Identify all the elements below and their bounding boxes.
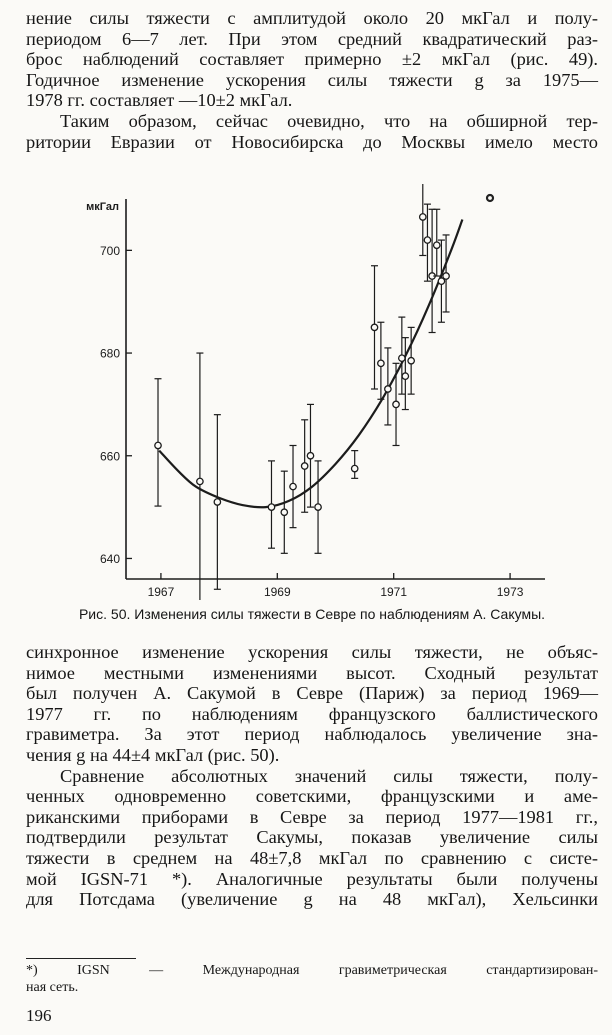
observation-point — [290, 445, 297, 527]
observation-point — [214, 415, 221, 590]
point-marker — [290, 483, 296, 489]
point-marker — [301, 463, 307, 469]
text-line: ченных одновременно советскими, французскими и аме- — [26, 786, 598, 807]
text-line: для Потсдама (увеличение g на 48 мкГал), Хельсинки — [26, 889, 598, 910]
observation-point — [315, 461, 322, 553]
y-tick-label: 660 — [99, 449, 120, 464]
text-line: тяжести в среднем на 48±7,8 мкГал по сравнению с систе- — [26, 847, 598, 868]
text-line: Таким образом, сейчас очевидно, что на обширной тер- — [60, 110, 598, 131]
text-line: 1977 гг. по наблюдениям французского баллистического — [26, 703, 598, 724]
point-marker — [268, 504, 274, 510]
x-tick-label: 1973 — [496, 585, 524, 599]
observation-point — [155, 379, 162, 506]
y-tick-label: 680 — [99, 346, 120, 361]
observation-point — [371, 266, 378, 389]
observation-point — [281, 471, 288, 553]
text-line: Сравнение абсолютных значений силы тяжести, полу- — [60, 765, 598, 786]
x-tick-label: 1967 — [147, 585, 175, 599]
text-line: чения g на 44±4 мкГал (рис. 50). — [26, 744, 280, 765]
point-marker — [371, 324, 377, 330]
point-marker — [420, 214, 426, 220]
text-line: нимое местными изменениями высот. Сходный результат — [26, 662, 598, 683]
point-marker — [197, 478, 203, 484]
chart-axes — [100, 199, 545, 599]
text-line: 1978 гг. составляет —10±2 мкГал. — [26, 90, 293, 111]
point-marker — [352, 465, 358, 471]
observation-point — [301, 420, 308, 512]
y-tick-label: 640 — [99, 551, 120, 566]
observation-point — [393, 363, 400, 445]
print-speck — [487, 195, 493, 201]
observation-point — [402, 338, 409, 410]
point-marker — [378, 360, 384, 366]
bottom-paragraph — [26, 642, 598, 910]
page-number: 196 — [26, 1006, 52, 1025]
x-tick-label: 1971 — [380, 585, 408, 599]
y-axis-label: мкГал — [86, 201, 119, 213]
observation-point — [351, 451, 358, 479]
text-line: ритории Евразии от Новосибирска до Москвы имело место — [26, 131, 598, 152]
observation-point — [268, 461, 275, 548]
point-marker — [315, 504, 321, 510]
footnote-line: *) IGSN — Международная гравиметрическая стандартизирован- — [26, 963, 598, 978]
point-marker — [443, 273, 449, 279]
observation-point — [398, 317, 405, 394]
point-marker — [408, 358, 414, 364]
point-marker — [402, 373, 408, 379]
text-line: синхронное изменение ускорения силы тяжести, не объяс- — [26, 642, 598, 662]
text-line: Годичное изменение ускорения силы тяжести g за 1975— — [26, 69, 598, 90]
point-marker — [281, 509, 287, 515]
point-marker — [155, 442, 161, 448]
y-tick-label: 700 — [99, 243, 120, 258]
footnote-line: ная сеть. — [26, 980, 79, 995]
figure-caption: Рис. 50. Изменения силы тяжести в Севре по наблюдениям А. Сакумы. — [78, 606, 546, 622]
observation-point — [419, 184, 426, 255]
text-line: был получен А. Сакумой в Севре (Париж) за период 1969— — [26, 683, 598, 704]
text-line: риканскими приборами в Севре за период 1977—1981 гг., — [26, 806, 598, 827]
point-marker — [307, 453, 313, 459]
observation-point — [196, 353, 203, 600]
point-marker — [385, 386, 391, 392]
point-marker — [434, 242, 440, 248]
point-marker — [424, 237, 430, 243]
x-tick-label: 1969 — [263, 585, 291, 599]
observation-point — [438, 240, 445, 322]
observation-point — [377, 322, 384, 399]
points-layer — [155, 184, 450, 600]
text-line: гравиметра. За этот период наблюдалось увеличение зна- — [26, 724, 598, 745]
footnote — [26, 962, 598, 996]
top-paragraph — [26, 8, 598, 152]
point-marker — [399, 355, 405, 361]
text-line: периодом 6—7 лет. При этом средний квадратический раз- — [26, 28, 598, 49]
point-marker — [393, 401, 399, 407]
observation-point — [384, 348, 391, 425]
text-line: мой IGSN-71 *). Аналогичные результаты были получены — [26, 868, 598, 889]
text-line: брос наблюдений составляет примерно ±2 мкГал (рис. 49). — [26, 49, 598, 70]
text-line: нение силы тяжести с амплитудой около 20 мкГал и полу- — [26, 8, 598, 28]
text-line: подтвердили результат Сакумы, показав увеличение силы — [26, 827, 598, 848]
gravity-chart — [0, 184, 612, 600]
observation-point — [429, 209, 436, 332]
footnote-rule — [26, 958, 136, 959]
point-marker — [214, 499, 220, 505]
observation-point — [433, 209, 440, 276]
observation-point — [443, 235, 450, 312]
